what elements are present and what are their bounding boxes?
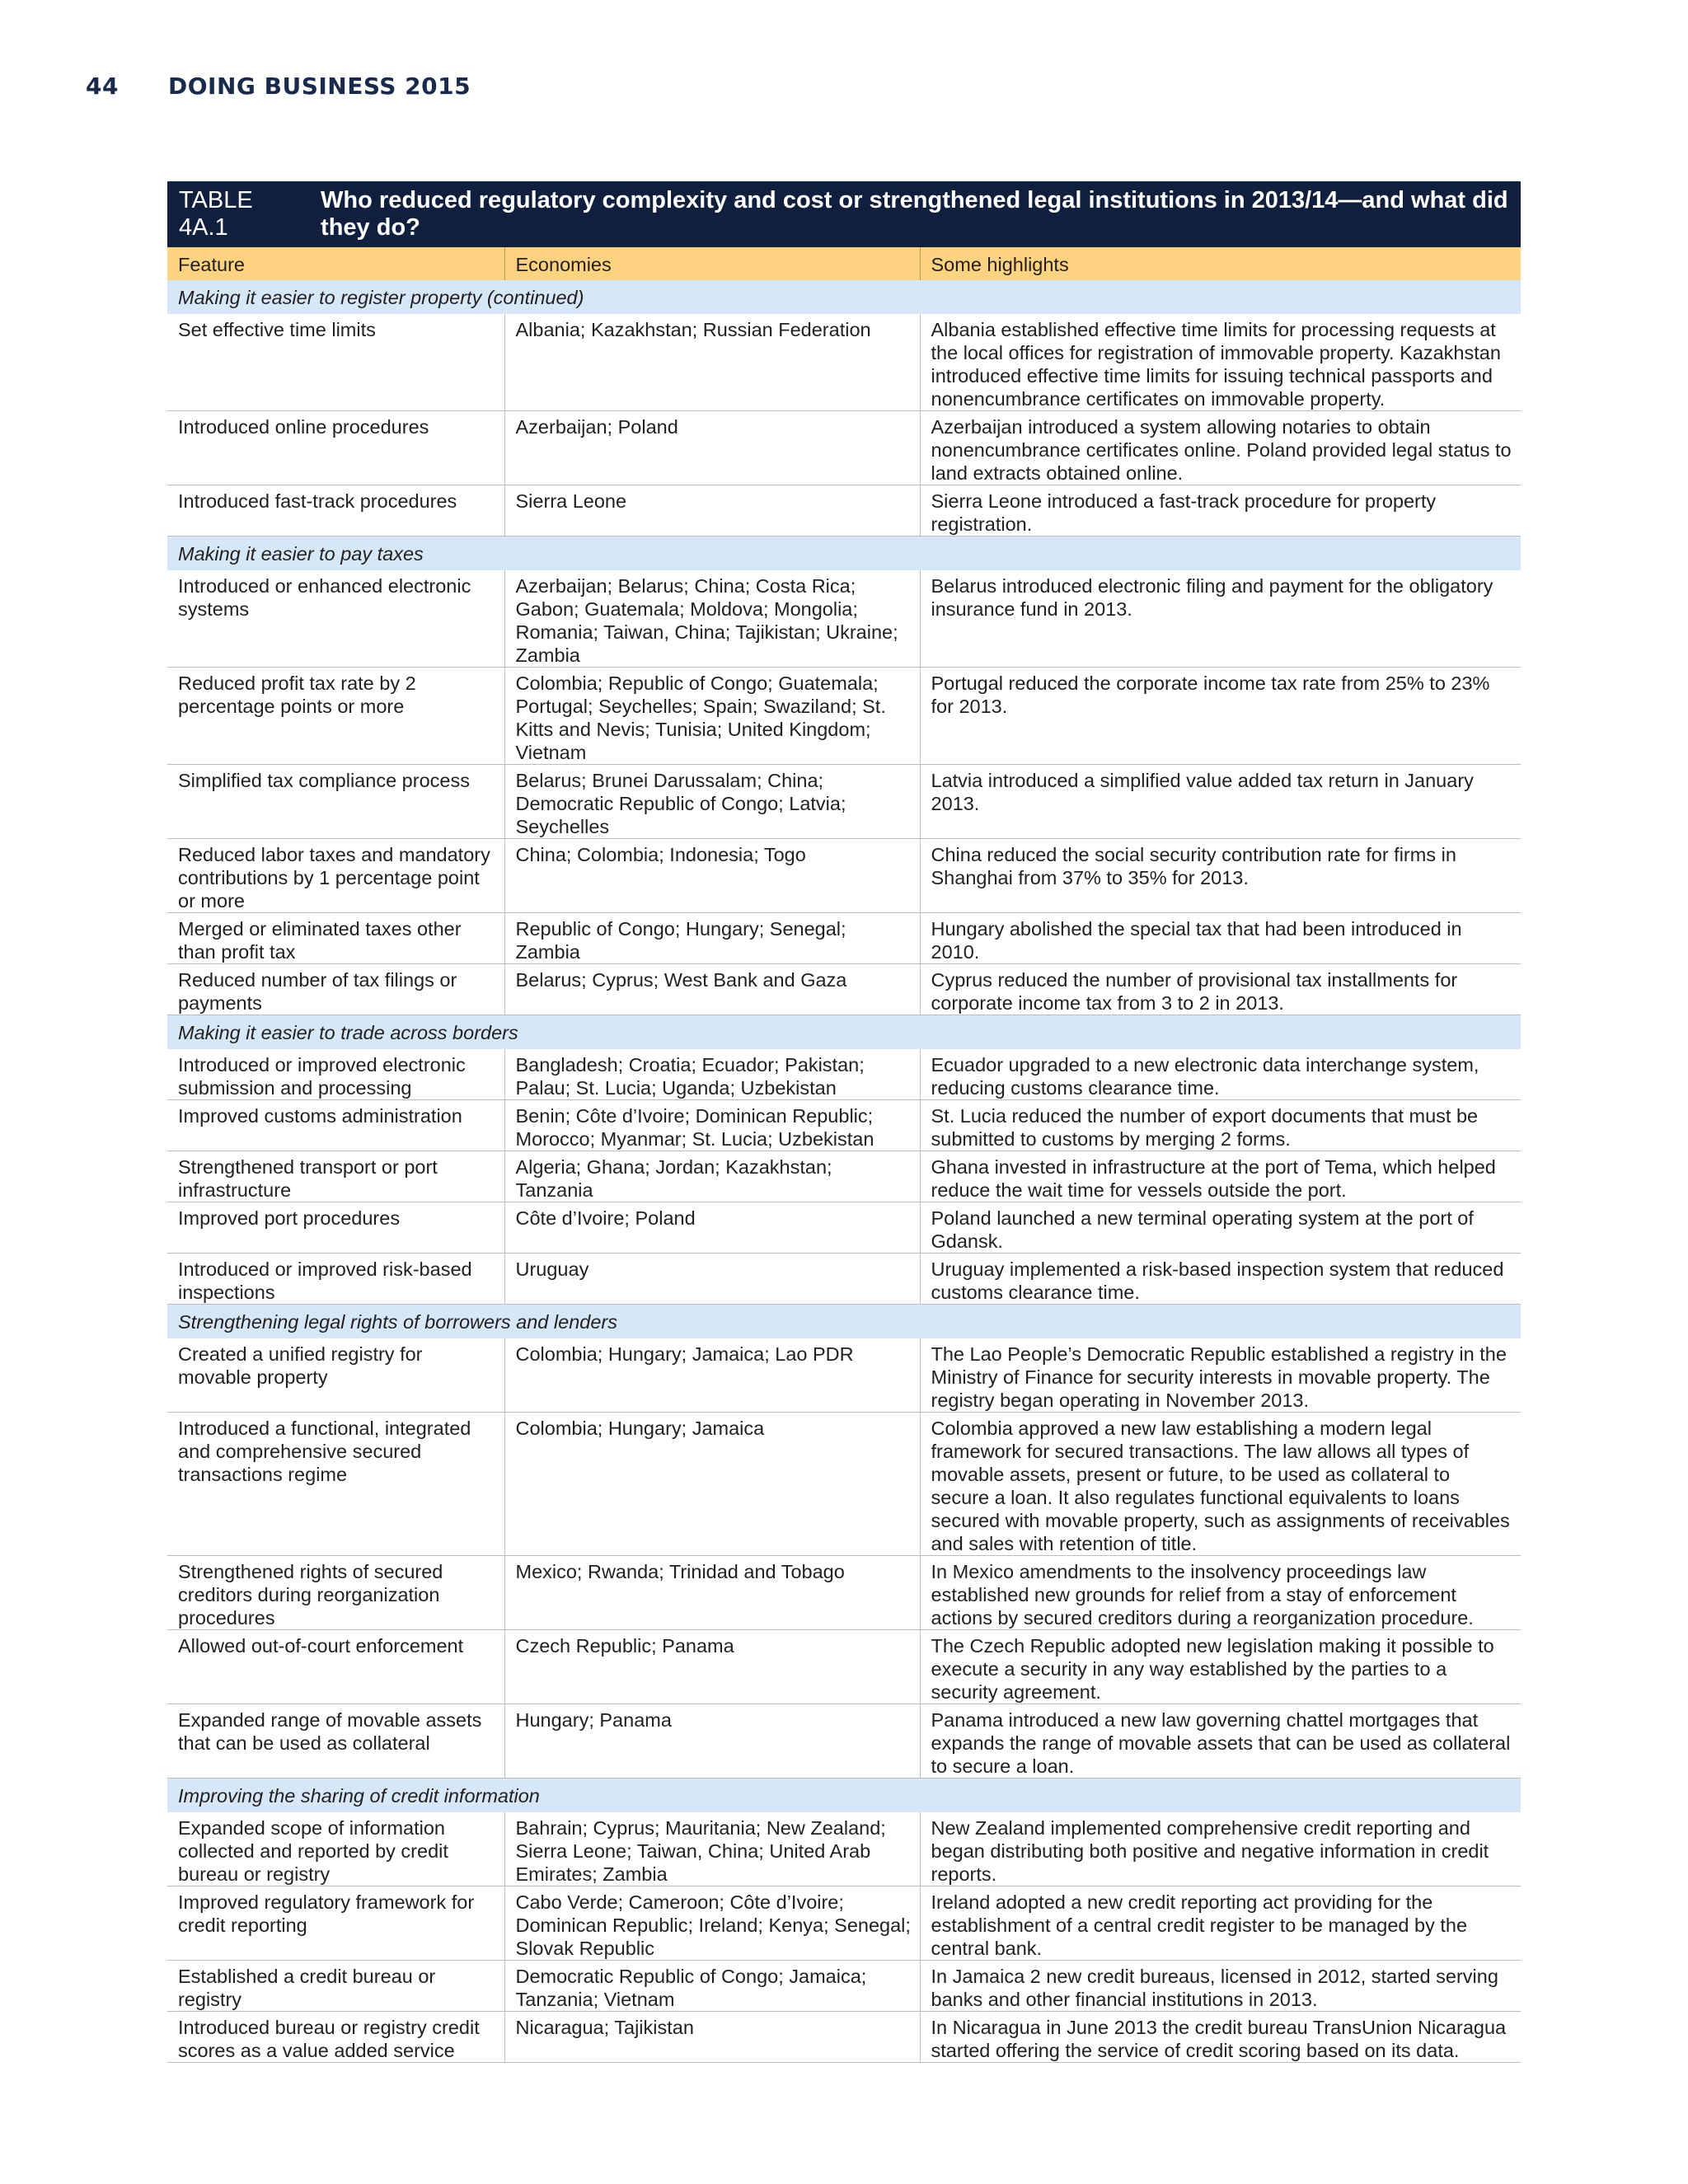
table-row — [167, 1151, 1521, 1202]
highlights-cell: Hungary abolished the special tax that had been introduced in 2010. — [920, 913, 1521, 964]
feature-cell: Introduced fast-track procedures — [167, 485, 504, 537]
section-row — [167, 280, 1521, 314]
table-row — [167, 485, 1521, 537]
table-row — [167, 1886, 1521, 1961]
economies-cell: Azerbaijan; Belarus; China; Costa Rica; Gabon; Guatemala; Moldova; Mongolia; Romania; Taiwan, China; Tajikistan; Ukraine; Zambia — [504, 570, 920, 668]
feature-cell: Merged or eliminated taxes other than profit tax — [167, 913, 504, 964]
table-row — [167, 964, 1521, 1015]
table-row — [167, 1413, 1521, 1556]
section-heading — [167, 1779, 1521, 1813]
section-row — [167, 1305, 1521, 1339]
highlights-cell: In Nicaragua in June 2013 the credit bureau TransUnion Nicaragua started offering the service of credit scoring based on its data. — [920, 2012, 1521, 2063]
economies-cell: Uruguay — [504, 1254, 920, 1305]
table-grid — [167, 247, 1521, 2063]
highlights-cell: Uruguay implemented a risk-based inspection system that reduced customs clearance time. — [920, 1254, 1521, 1305]
feature-cell: Strengthened transport or port infrastructure — [167, 1151, 504, 1202]
section-title: Strengthening legal rights of borrowers and lenders — [178, 1311, 617, 1333]
table-row — [167, 1556, 1521, 1630]
publication-title: DOING BUSINESS 2015 — [168, 73, 471, 100]
table-row — [167, 765, 1521, 839]
economies-cell: Algeria; Ghana; Jordan; Kazakhstan; Tanzania — [504, 1151, 920, 1202]
feature-cell: Introduced bureau or registry credit scores as a value added service — [167, 2012, 504, 2063]
feature-cell: Introduced or enhanced electronic systems — [167, 570, 504, 668]
highlights-cell: Panama introduced a new law governing chattel mortgages that expands the range of movable assets that can be used as collateral to secure a loan. — [920, 1704, 1521, 1779]
highlights-cell: The Lao People’s Democratic Republic established a registry in the Ministry of Finance for security interests in movable property. The registry began operating in November 2013. — [920, 1338, 1521, 1413]
feature-cell: Established a credit bureau or registry — [167, 1961, 504, 2012]
feature-cell: Improved regulatory framework for credit reporting — [167, 1886, 504, 1961]
feature-cell: Expanded range of movable assets that can be used as collateral — [167, 1704, 504, 1779]
feature-cell: Reduced number of tax filings or payments — [167, 964, 504, 1015]
table-row — [167, 570, 1521, 668]
economies-cell: Belarus; Cyprus; West Bank and Gaza — [504, 964, 920, 1015]
highlights-cell: Cyprus reduced the number of provisional tax installments for corporate income tax from 3 to 2 in 2013. — [920, 964, 1521, 1015]
table-row — [167, 839, 1521, 913]
section-heading — [167, 280, 1521, 314]
highlights-cell: Azerbaijan introduced a system allowing notaries to obtain nonencumbrance certificates online. Poland provided legal status to land extracts obtained online. — [920, 411, 1521, 485]
feature-cell: Introduced online procedures — [167, 411, 504, 485]
feature-cell: Introduced or improved risk-based inspections — [167, 1254, 504, 1305]
economies-cell: Czech Republic; Panama — [504, 1630, 920, 1704]
table-row — [167, 1704, 1521, 1779]
page-number: 44 — [86, 73, 119, 100]
section-continued-note: (continued) — [486, 287, 584, 308]
feature-cell: Improved customs administration — [167, 1100, 504, 1151]
feature-cell: Expanded scope of information collected and reported by credit bureau or registry — [167, 1812, 504, 1886]
economies-cell: Democratic Republic of Congo; Jamaica; Tanzania; Vietnam — [504, 1961, 920, 2012]
section-row — [167, 1015, 1521, 1050]
highlights-cell: New Zealand implemented comprehensive credit reporting and began distributing both positive and negative information in credit reports. — [920, 1812, 1521, 1886]
economies-cell: Côte d’Ivoire; Poland — [504, 1202, 920, 1254]
table-row — [167, 1049, 1521, 1100]
highlights-cell: Sierra Leone introduced a fast-track procedure for property registration. — [920, 485, 1521, 537]
reforms-table — [167, 181, 1521, 2063]
highlights-cell: Poland launched a new terminal operating system at the port of Gdansk. — [920, 1202, 1521, 1254]
highlights-cell: Belarus introduced electronic filing and payment for the obligatory insurance fund in 2013. — [920, 570, 1521, 668]
highlights-cell: St. Lucia reduced the number of export documents that must be submitted to customs by merging 2 forms. — [920, 1100, 1521, 1151]
highlights-cell: China reduced the social security contribution rate for firms in Shanghai from 37% to 35% for 2013. — [920, 839, 1521, 913]
economies-cell: Bangladesh; Croatia; Ecuador; Pakistan; Palau; St. Lucia; Uganda; Uzbekistan — [504, 1049, 920, 1100]
table-row — [167, 668, 1521, 765]
table-row — [167, 1630, 1521, 1704]
table-row — [167, 1338, 1521, 1413]
feature-cell: Introduced a functional, integrated and comprehensive secured transactions regime — [167, 1413, 504, 1556]
highlights-cell: Latvia introduced a simplified value added tax return in January 2013. — [920, 765, 1521, 839]
economies-cell: Albania; Kazakhstan; Russian Federation — [504, 314, 920, 411]
highlights-cell: Ghana invested in infrastructure at the port of Tema, which helped reduce the wait time for vessels outside the port. — [920, 1151, 1521, 1202]
economies-cell: Mexico; Rwanda; Trinidad and Tobago — [504, 1556, 920, 1630]
feature-cell: Introduced or improved electronic submission and processing — [167, 1049, 504, 1100]
highlights-cell: Ireland adopted a new credit reporting act providing for the establishment of a central credit register to be managed by the central bank. — [920, 1886, 1521, 1961]
highlights-cell: Ecuador upgraded to a new electronic data interchange system, reducing customs clearance time. — [920, 1049, 1521, 1100]
table-title: Who reduced regulatory complexity and cost or strengthened legal institutions in 2013/14—and what did they do? — [321, 187, 1508, 241]
table-row — [167, 1961, 1521, 2012]
table-row — [167, 1812, 1521, 1886]
highlights-cell: Albania established effective time limits for processing requests at the local offices for registration of immovable property. Kazakhstan introduced effective time limits for issuing technical passports and nonencumbrance certificates on immovable property. — [920, 314, 1521, 411]
feature-cell: Improved port procedures — [167, 1202, 504, 1254]
table-header-row — [167, 247, 1521, 280]
table-row — [167, 1202, 1521, 1254]
table-row — [167, 1254, 1521, 1305]
section-row — [167, 1779, 1521, 1813]
table-row — [167, 913, 1521, 964]
column-header-economies: Economies — [504, 247, 920, 280]
economies-cell: Colombia; Republic of Congo; Guatemala; Portugal; Seychelles; Spain; Swaziland; St. Kitts and Nevis; Tunisia; United Kingdom; Vietnam — [504, 668, 920, 765]
section-heading — [167, 537, 1521, 571]
highlights-cell: Portugal reduced the corporate income tax rate from 25% to 23% for 2013. — [920, 668, 1521, 765]
feature-cell: Allowed out-of-court enforcement — [167, 1630, 504, 1704]
economies-cell: Belarus; Brunei Darussalam; China; Democratic Republic of Congo; Latvia; Seychelles — [504, 765, 920, 839]
highlights-cell: In Jamaica 2 new credit bureaus, licensed in 2012, started serving banks and other financial institutions in 2013. — [920, 1961, 1521, 2012]
column-header-highlights: Some highlights — [920, 247, 1521, 280]
feature-cell: Set effective time limits — [167, 314, 504, 411]
economies-cell: Sierra Leone — [504, 485, 920, 537]
table-row — [167, 314, 1521, 411]
economies-cell: Azerbaijan; Poland — [504, 411, 920, 485]
feature-cell: Reduced profit tax rate by 2 percentage points or more — [167, 668, 504, 765]
section-heading — [167, 1305, 1521, 1339]
feature-cell: Strengthened rights of secured creditors during reorganization procedures — [167, 1556, 504, 1630]
section-row — [167, 537, 1521, 571]
feature-cell: Created a unified registry for movable property — [167, 1338, 504, 1413]
feature-cell: Reduced labor taxes and mandatory contributions by 1 percentage point or more — [167, 839, 504, 913]
economies-cell: China; Colombia; Indonesia; Togo — [504, 839, 920, 913]
table-row — [167, 1100, 1521, 1151]
section-title: Making it easier to pay taxes — [178, 543, 424, 565]
feature-cell: Simplified tax compliance process — [167, 765, 504, 839]
table-label: TABLE 4A.1 — [179, 187, 253, 241]
highlights-cell: Colombia approved a new law establishing a modern legal framework for secured transactions. The law allows all types of movable assets, present or future, to be used as collateral to secure a loan. It also regulates functional equivalents to loans secured with movable property, such as assignments of receivables and sales with retention of title. — [920, 1413, 1521, 1556]
highlights-cell: In Mexico amendments to the insolvency proceedings law established new grounds for relief from a stay of enforcement actions by secured creditors during a reorganization procedure. — [920, 1556, 1521, 1630]
economies-cell: Nicaragua; Tajikistan — [504, 2012, 920, 2063]
section-title: Making it easier to register property — [178, 287, 482, 308]
page-header — [86, 73, 471, 100]
economies-cell: Bahrain; Cyprus; Mauritania; New Zealand; Sierra Leone; Taiwan, China; United Arab Emirates; Zambia — [504, 1812, 920, 1886]
economies-cell: Colombia; Hungary; Jamaica; Lao PDR — [504, 1338, 920, 1413]
highlights-cell: The Czech Republic adopted new legislation making it possible to execute a security in any way established by the parties to a security agreement. — [920, 1630, 1521, 1704]
economies-cell: Cabo Verde; Cameroon; Côte d’Ivoire; Dominican Republic; Ireland; Kenya; Senegal; Slovak Republic — [504, 1886, 920, 1961]
table-row — [167, 411, 1521, 485]
table-row — [167, 2012, 1521, 2063]
section-title: Improving the sharing of credit information — [178, 1785, 540, 1807]
section-heading — [167, 1015, 1521, 1050]
section-title: Making it easier to trade across borders — [178, 1022, 518, 1043]
economies-cell: Benin; Côte d’Ivoire; Dominican Republic; Morocco; Myanmar; St. Lucia; Uzbekistan — [504, 1100, 920, 1151]
table-title-bar — [167, 181, 1521, 247]
economies-cell: Republic of Congo; Hungary; Senegal; Zambia — [504, 913, 920, 964]
economies-cell: Colombia; Hungary; Jamaica — [504, 1413, 920, 1556]
economies-cell: Hungary; Panama — [504, 1704, 920, 1779]
column-header-feature: Feature — [167, 247, 504, 280]
